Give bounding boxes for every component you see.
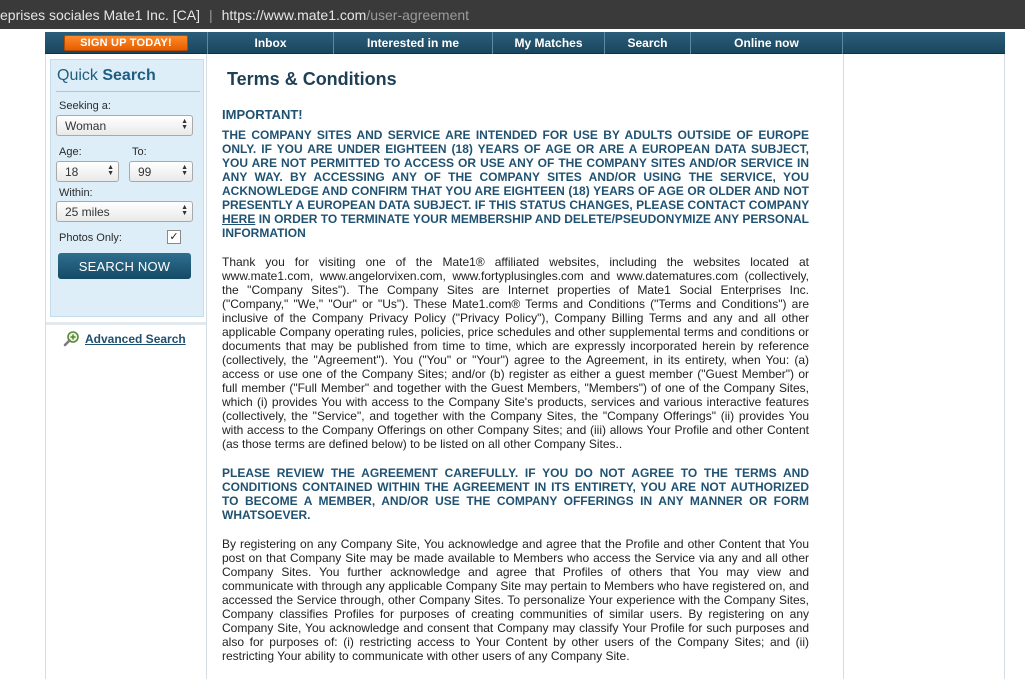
quick-search-title: Quick Search	[57, 67, 156, 84]
page-title: Terms & Conditions	[227, 69, 397, 89]
age-to-select[interactable]: 99 ▲ ▼	[129, 161, 193, 182]
intro-paragraph: Thank you for visiting one of the Mate1® affiliated websites, including the websites located at www.mate1.com, www.angelorvixen.com, www.fortyplusingles.com and www.datematures.com (collectively, the "Company Sites"). The Company Sites are Internet properties of Mate1 Social Enterprises Inc. ("Company," "We," "Our" or "Us"). These Mate1.com® Terms and Conditions ("Terms and Conditions") are inclusive of the Company Privacy Policy ("Privacy Policy"), Company Billing Terms and any and all other applicable Company operating rules, policies, price schedules and other supplemental terms and conditions or documents that may be published from time to time, which are expressly incorporated herein by reference (collectively, the "Agreement"). You ("You" or "Your") agree to the Agreement, in its entirety, when You: (a) access or use one of the Company Sites; and/or (b) register as either a guest member ("Guest Member") or full member ("Full Member" and together with the Guest Members, "Members") of one of the Company Sites, which (i) provides You with access to the Company Site's products, services and various interactive features (collectively, the "Service", and together with the Company Sites, the "Company Offerings" (ii) provides You with access to the Company Offerings on other Company Sites; and (iii) allows Your Profile and other Content (as those terms are defined below) to be listed on all other Company Sites..	[222, 255, 809, 451]
age-restriction-notice: THE COMPANY SITES AND SERVICE ARE INTENDED FOR USE BY ADULTS OUTSIDE OF EUROPE ONLY. IF YOU ARE UNDER EIGHTEEN (18) YEARS OF AGE OR ARE A EUROPEAN DATA SUBJECT, YOU ARE NOT PERMITTED TO ACCESS OR USE ANY OF THE COMPANY SITES AND/OR SERVICE IN ANY WAY. BY ACCESSING ANY OF THE COMPANY SITES AND/OR USING THE SERVICE, YOU ACKNOWLEDGE AND CONFIRM THAT YOU ARE EIGHTEEN (18) YEARS OF AGE OR OLDER AND NOT PRESENTLY A EUROPEAN DATA SUBJECT. IF THIS STATUS CHANGES, PLEASE CONTACT COMPANY HERE IN ORDER TO TERMINATE YOUR MEMBERSHIP AND DELETE/PSEUDONYMIZE ANY PERSONAL INFORMATION	[222, 128, 809, 240]
within-label: Within:	[59, 187, 93, 199]
page	[0, 29, 1025, 679]
select-arrows-icon: ▲ ▼	[181, 204, 188, 217]
nav-search[interactable]: Search	[605, 32, 691, 54]
review-agreement-notice: PLEASE REVIEW THE AGREEMENT CAREFULLY. IF YOU DO NOT AGREE TO THE TERMS AND CONDITIONS CONTAINED WITHIN THE AGREEMENT IN ITS ENTIRETY, YOU ARE NOT AUTHORIZED TO BECOME A MEMBER, AND/OR USE THE COMPANY OFFERINGS IN ANY MANNER OR FORM WHATSOEVER.	[222, 466, 809, 522]
quick-search-panel	[50, 59, 204, 317]
seeking-select[interactable]: Woman ▲ ▼	[56, 115, 193, 136]
nav-online-now[interactable]: Online now	[691, 32, 843, 54]
advanced-search-label[interactable]: Advanced Search	[85, 332, 186, 346]
here-link[interactable]: HERE	[222, 212, 256, 226]
address-separator: |	[208, 6, 213, 23]
browser-address-bar[interactable]	[0, 0, 1025, 29]
divider	[46, 322, 206, 325]
photos-only-checkbox[interactable]: ✓	[167, 230, 181, 244]
left-sidebar	[45, 54, 207, 679]
divider	[56, 91, 200, 92]
url-path[interactable]: /user-agreement	[366, 6, 470, 23]
select-arrows-icon: ▲ ▼	[181, 118, 188, 131]
seeking-label: Seeking a:	[59, 100, 111, 112]
search-now-button[interactable]: SEARCH NOW	[58, 253, 191, 279]
select-arrows-icon: ▲ ▼	[181, 164, 188, 177]
nav-inbox[interactable]: Inbox	[208, 32, 334, 54]
nav-my-matches[interactable]: My Matches	[493, 32, 605, 54]
important-heading: IMPORTANT!	[222, 107, 303, 122]
url-host[interactable]: https://www.mate1.com	[221, 6, 367, 23]
right-sidebar	[843, 54, 1005, 679]
age-label: Age:	[59, 146, 82, 158]
registration-paragraph: By registering on any Company Site, You acknowledge and agree that the Profile and other Content that You post on that Company Site may be made available to Members who access the Service via any and all other Company Sites. You further acknowledge and agree that Profiles of others that You may view and communicate with through any applicable Company Site may pertain to Members who have registered on, and accessed the Service through, other Company Sites. To personalize Your experience with the Company Sites, Company classifies Profiles for purposes of creating communities of similar users. By registering on any Company Site, You acknowledge and consent that Company may classify Your Profile for such purposes and also for purposes of: (i) restricting access to Your Content by other users of the Company Sites; and (ii) restricting Your ability to communicate with other users of any Company Site.	[222, 537, 809, 663]
select-arrows-icon: ▲ ▼	[107, 164, 114, 177]
main-content	[207, 54, 843, 679]
photos-only-label: Photos Only:	[59, 232, 122, 244]
signup-button[interactable]: SIGN UP TODAY!	[64, 35, 188, 51]
top-nav	[45, 32, 1005, 54]
nav-interested-in-me[interactable]: Interested in me	[334, 32, 493, 54]
advanced-search-link[interactable]	[63, 330, 186, 348]
signup-cell	[45, 32, 208, 54]
magnifier-plus-icon	[63, 330, 81, 348]
within-select[interactable]: 25 miles ▲ ▼	[56, 201, 193, 222]
to-label: To:	[132, 146, 147, 158]
site-identity[interactable]: eprises sociales Mate1 Inc. [CA]	[0, 6, 200, 23]
age-from-select[interactable]: 18 ▲ ▼	[56, 161, 119, 182]
